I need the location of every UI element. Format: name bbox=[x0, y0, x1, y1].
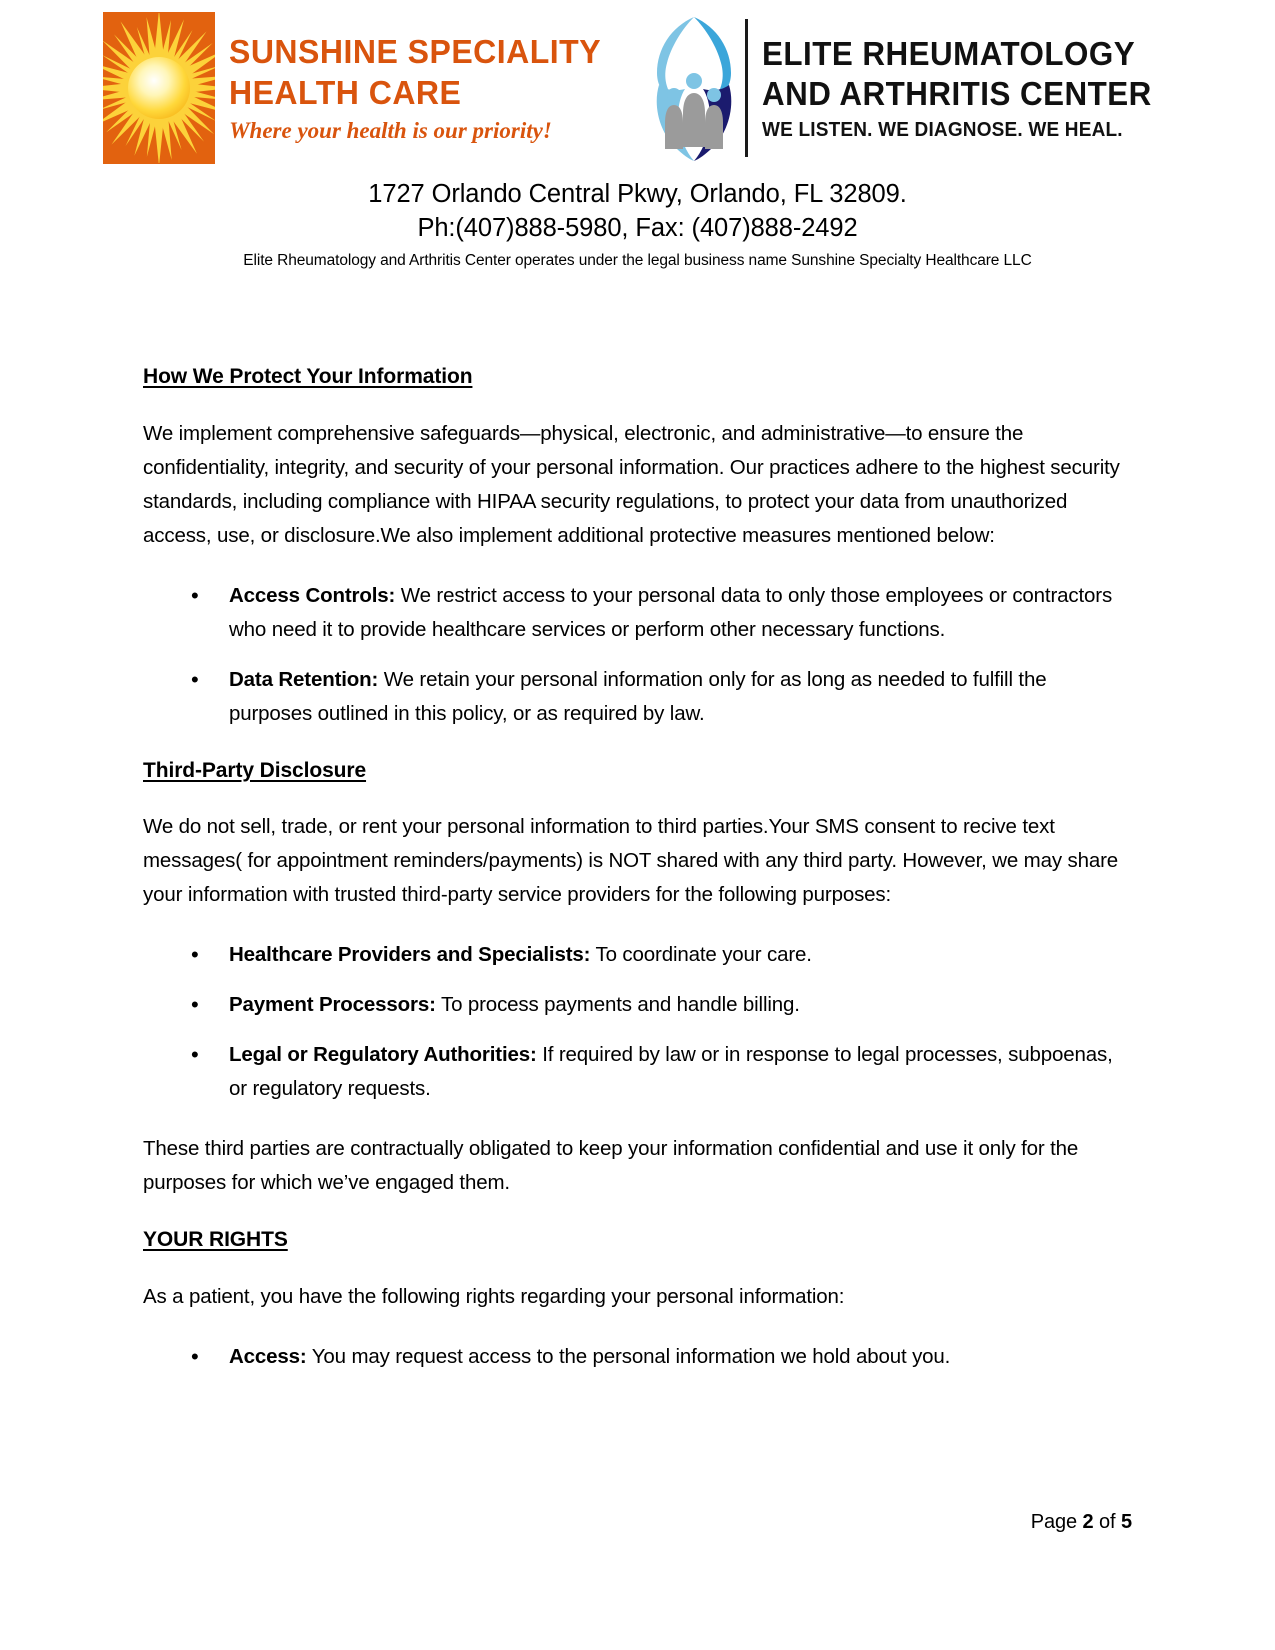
footer-current-page: 2 bbox=[1082, 1511, 1094, 1533]
list-item bbox=[191, 663, 1135, 731]
paragraph-your-rights-intro: As a patient, you have the following rights regarding your personal information: bbox=[143, 1284, 845, 1308]
bullet-icon: • bbox=[191, 1343, 199, 1369]
list-item bbox=[191, 1038, 1135, 1106]
heading-third-party-disclosure bbox=[143, 757, 1135, 784]
sunshine-speciality-logo bbox=[103, 12, 613, 164]
sunshine-line2: HEALTH CARE bbox=[229, 73, 462, 111]
clinic-address-block bbox=[0, 178, 1275, 271]
sunshine-tagline: Where your health is our priority! bbox=[229, 117, 552, 143]
logo-row bbox=[0, 8, 1275, 168]
list-item-text: We retain your personal information only for as long as needed to fulfill the purposes outlined in this policy, or as required by law. bbox=[229, 667, 1047, 725]
footer-page-middle: of bbox=[1093, 1511, 1121, 1533]
bullet-icon: • bbox=[191, 942, 199, 968]
elite-line2: AND ARTHRITIS CENTER bbox=[761, 75, 1152, 112]
address-line: 1727 Orlando Central Pkwy, Orlando, FL 32809. bbox=[368, 180, 907, 208]
list-item-term: Legal or Regulatory Authorities: bbox=[229, 1043, 537, 1067]
paragraph-third-party-closing: These third parties are contractually obligated to keep your information confidential and use it only for the purposes for which we’ve engaged them. bbox=[143, 1137, 1079, 1195]
logo-divider bbox=[745, 19, 748, 157]
list-protect-measures bbox=[143, 579, 1135, 731]
heading-third-party-disclosure-text: Third-Party Disclosure bbox=[143, 758, 367, 782]
heading-how-we-protect-text: How We Protect Your Information bbox=[143, 365, 473, 389]
page-header bbox=[0, 0, 1275, 271]
heading-your-rights-text: YOUR RIGHTS bbox=[143, 1228, 288, 1252]
list-item bbox=[191, 1340, 1135, 1374]
list-item-text: You may request access to the personal information we hold about you. bbox=[306, 1344, 951, 1368]
list-item-term: Payment Processors: bbox=[229, 993, 436, 1017]
legal-business-name-line: Elite Rheumatology and Arthritis Center operates under the legal business name Sunshine Specialty Healthcare LLC bbox=[243, 252, 1032, 270]
elite-rheumatology-logo bbox=[649, 13, 1172, 163]
list-item bbox=[191, 988, 1135, 1022]
list-item-term: Healthcare Providers and Specialists: bbox=[229, 943, 591, 967]
list-item-text: To process payments and handle billing. bbox=[435, 993, 800, 1017]
list-item-text: We restrict access to your personal data to only those employees or contractors who need it to provide healthcare services or perform other necessary functions. bbox=[229, 583, 1113, 641]
heading-your-rights bbox=[143, 1226, 1135, 1253]
list-item bbox=[191, 579, 1135, 647]
document-body bbox=[0, 363, 1275, 1373]
elite-slogan: WE LISTEN. WE DIAGNOSE. WE HEAL. bbox=[761, 118, 1123, 141]
list-third-party-purposes bbox=[143, 938, 1135, 1106]
footer-total-pages: 5 bbox=[1120, 1511, 1132, 1533]
page-footer bbox=[0, 1511, 1275, 1534]
sun-icon bbox=[103, 12, 215, 164]
list-item-term: Data Retention: bbox=[229, 667, 379, 691]
footer-page-prefix: Page bbox=[1030, 1511, 1083, 1533]
list-your-rights bbox=[143, 1340, 1135, 1374]
bullet-icon: • bbox=[191, 582, 199, 608]
bullet-icon: • bbox=[191, 1042, 199, 1068]
paragraph-third-party-intro: We do not sell, trade, or rent your personal information to third parties.Your SMS consent to recive text messages( for appointment reminders/payments) is NOT shared with any third party. However, we may share your information with trusted third-party service providers for the following purposes: bbox=[143, 815, 1119, 907]
bullet-icon: • bbox=[191, 992, 199, 1018]
phone-fax-line: Ph:(407)888-5980, Fax: (407)888-2492 bbox=[417, 213, 858, 242]
list-item-text: If required by law or in response to legal processes, subpoenas, or regulatory requests. bbox=[229, 1043, 1113, 1101]
elite-people-icon bbox=[649, 13, 739, 163]
list-item-term: Access: bbox=[229, 1344, 307, 1368]
elite-wordmark bbox=[762, 34, 1172, 141]
sunshine-wordmark bbox=[229, 32, 613, 144]
elite-line1: ELITE RHEUMATOLOGY bbox=[761, 35, 1135, 73]
paragraph-protect-intro: We implement comprehensive safeguards—physical, electronic, and administrative—to ensure the confidentiality, integrity, and security of your personal information. Our practices adhere to the highest security standards, including compliance with HIPAA security regulations, to protect your data from unauthorized access, use, or disclosure.We also implement additional protective measures mentioned below: bbox=[143, 421, 1120, 547]
list-item-term: Access Controls: bbox=[229, 583, 396, 607]
sun-core-icon bbox=[128, 57, 190, 119]
sunshine-line1: SUNSHINE SPECIALITY bbox=[229, 33, 602, 71]
list-item-text: To coordinate your care. bbox=[590, 943, 812, 967]
heading-how-we-protect bbox=[143, 363, 1135, 390]
list-item bbox=[191, 938, 1135, 972]
bullet-icon: • bbox=[191, 666, 199, 692]
